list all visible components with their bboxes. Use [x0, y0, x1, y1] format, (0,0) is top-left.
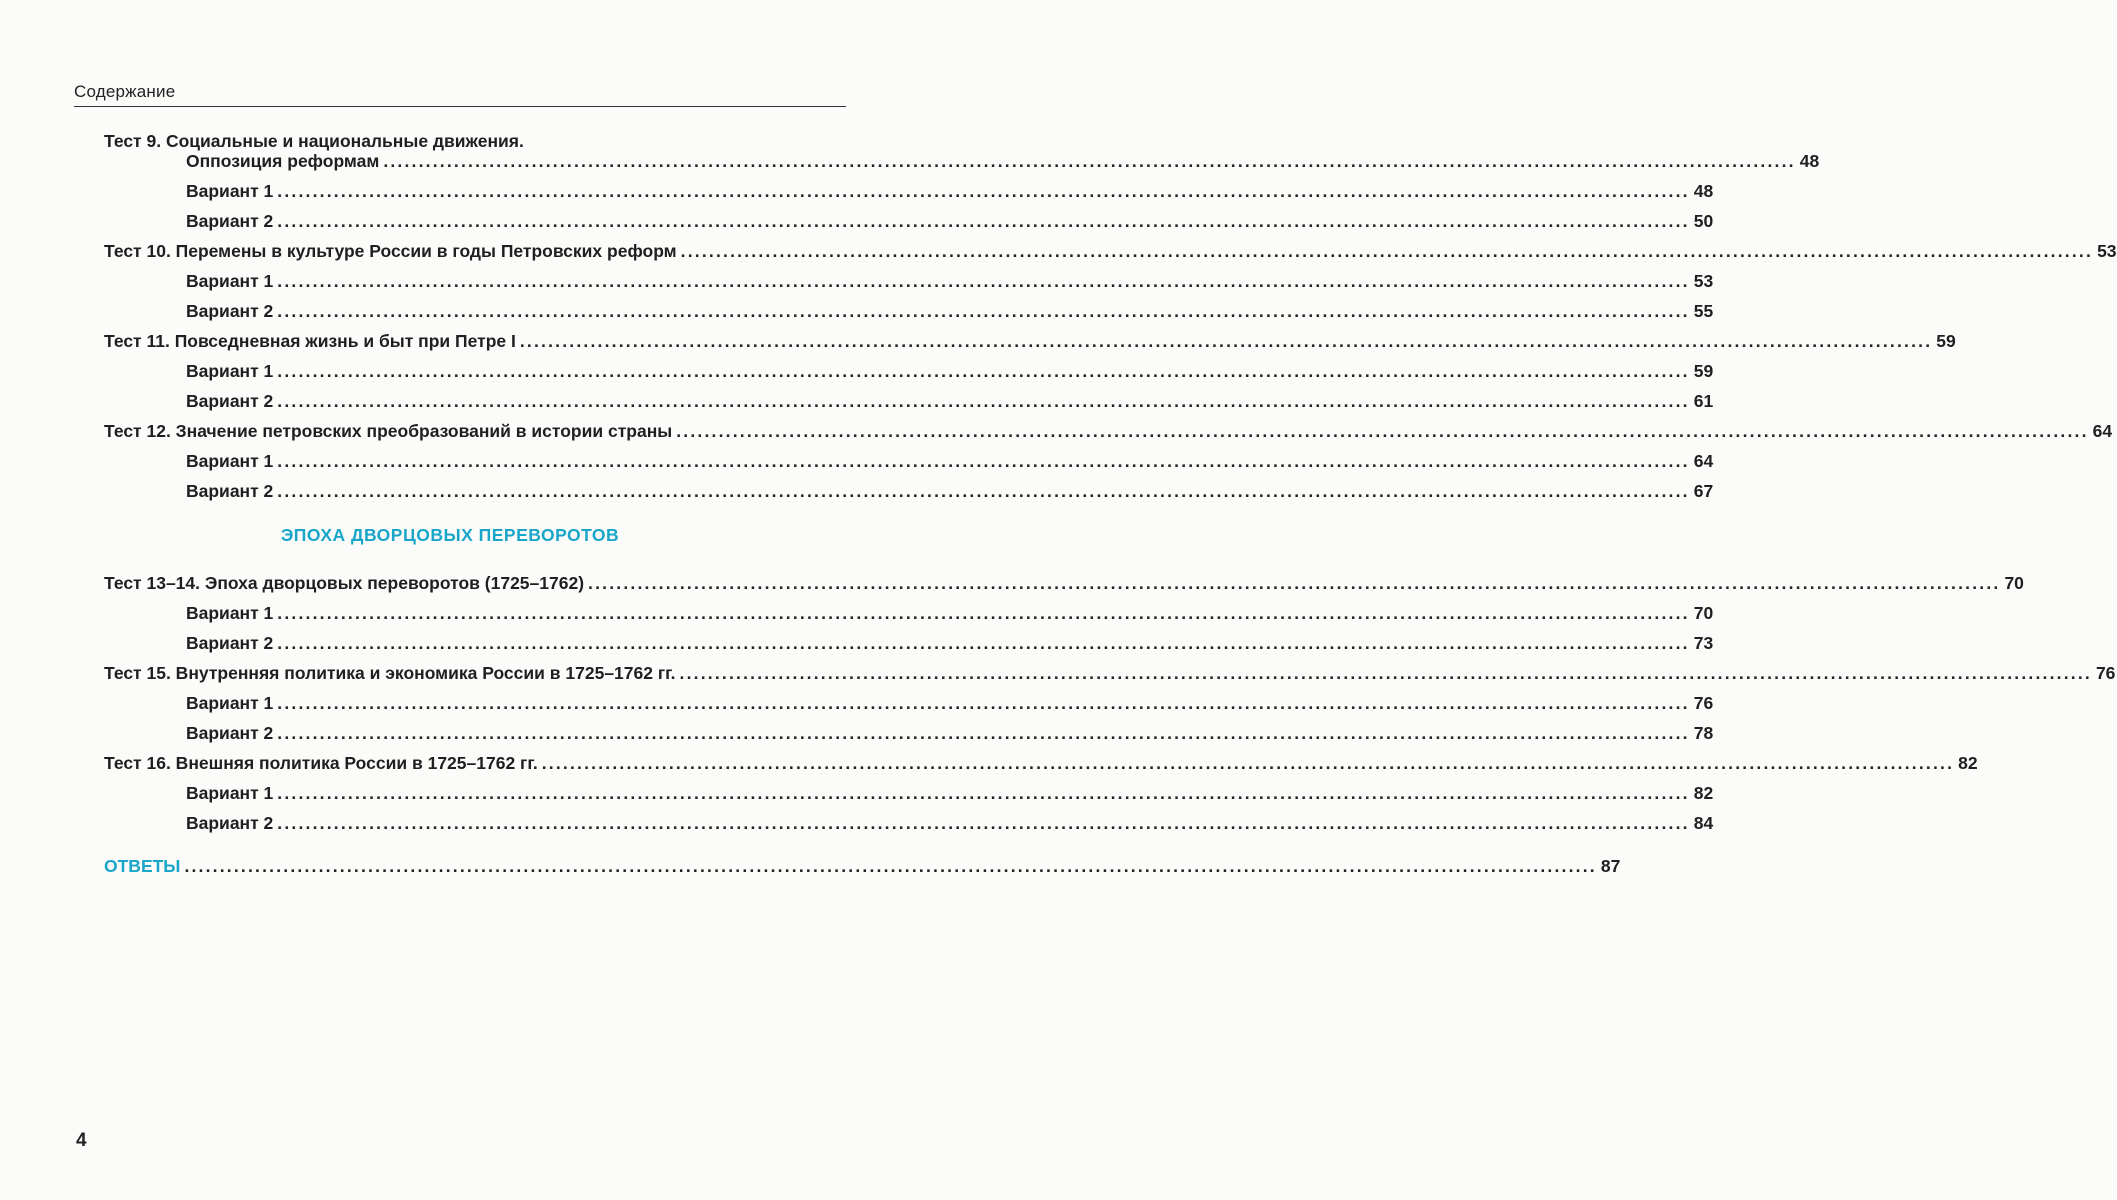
toc-page-number: 84	[1693, 813, 1714, 833]
toc-entry	[186, 476, 1714, 506]
toc-page-number: 48	[1693, 181, 1714, 201]
toc-entry	[186, 718, 1714, 748]
toc-entry-title: Вариант 2	[186, 633, 274, 653]
dot-leader: ........................................................................................................................................................................................................	[277, 813, 1690, 833]
toc-entry	[186, 778, 1714, 808]
page-number: 4	[76, 1130, 87, 1151]
dot-leader: ........................................................................................................................................................................................................	[277, 481, 1690, 501]
toc-entry	[186, 176, 1714, 206]
toc-entry-title: Вариант 2	[186, 391, 274, 411]
dot-leader: ........................................................................................................................................................................................................	[277, 301, 1690, 321]
toc-page-number: 53	[2097, 241, 2117, 261]
dot-leader: ........................................................................................................................................................................................................	[184, 856, 1597, 876]
toc-entry	[186, 356, 1714, 386]
toc-page-number: 48	[1799, 151, 1820, 171]
toc-page-number: 70	[2004, 573, 2024, 593]
dot-leader: ........................................................................................................................................................................................................	[680, 241, 2094, 261]
section-heading: ЭПОХА ДВОРЦОВЫХ ПЕРЕВОРОТОВ	[280, 525, 620, 545]
toc-page-number: 59	[1936, 331, 1956, 351]
toc-entry-title: Тест 12. Значение петровских преобразований в истории страны	[104, 421, 673, 441]
toc-page-number: 82	[1693, 783, 1714, 803]
toc-entry	[186, 598, 1714, 628]
dot-leader: ........................................................................................................................................................................................................	[277, 723, 1690, 743]
toc-entry-title: Вариант 1	[186, 693, 274, 713]
toc-entry	[186, 808, 1714, 838]
toc-entry-title: Вариант 2	[186, 481, 274, 501]
dot-leader: ........................................................................................................................................................................................................	[277, 783, 1690, 803]
toc-page-number: 82	[1958, 753, 1978, 773]
toc-entry	[186, 628, 1714, 658]
toc-entry	[186, 296, 1714, 326]
dot-leader: ........................................................................................................................................................................................................	[679, 663, 2092, 683]
dot-leader: ........................................................................................................................................................................................................	[277, 603, 1690, 623]
toc-entry	[104, 236, 2117, 266]
toc-entry-title: Вариант 1	[186, 783, 274, 803]
toc-entry	[104, 326, 1956, 356]
toc-page-number: 61	[1693, 391, 1714, 411]
toc-entry-title: Вариант 2	[186, 723, 274, 743]
toc-entry-title: Вариант 1	[186, 271, 274, 291]
toc-page-number: 78	[1693, 723, 1714, 743]
toc-entry-title: Вариант 1	[186, 603, 274, 623]
toc-entry	[104, 658, 2116, 688]
toc-entry	[186, 688, 1714, 718]
dot-leader: ........................................................................................................................................................................................................	[541, 753, 1955, 773]
toc-page-number: 76	[2095, 663, 2116, 683]
dot-leader: ........................................................................................................................................................................................................	[277, 181, 1690, 201]
toc-entry-title: Тест 15. Внутренняя политика и экономика России в 1725–1762 гг.	[104, 663, 676, 683]
toc-entry-title: Тест 11. Повседневная жизнь и быт при Петре I	[104, 331, 516, 351]
toc-entry-title: Тест 10. Перемены в культуре России в годы Петровских реформ	[104, 241, 677, 261]
toc-entry-title: Вариант 2	[186, 211, 274, 231]
toc-entry-title: ОТВЕТЫ	[104, 856, 181, 876]
dot-leader: ........................................................................................................................................................................................................	[277, 693, 1690, 713]
dot-leader: ........................................................................................................................................................................................................	[676, 421, 2089, 441]
toc-entry	[186, 206, 1714, 236]
toc-entry-title: Тест 9. Социальные и национальные движения.	[104, 131, 524, 151]
toc-entry-title: Тест 16. Внешняя политика России в 1725–1762 гг.	[104, 753, 538, 773]
toc-page-number: 64	[1693, 451, 1714, 471]
toc-page-number: 64	[2092, 421, 2113, 441]
toc-page-number: 55	[1693, 301, 1714, 321]
toc-entry-answers	[104, 851, 1621, 881]
toc-entry	[186, 386, 1714, 416]
toc-entry-title: Тест 13–14. Эпоха дворцовых переворотов (1725–1762)	[104, 573, 585, 593]
toc-page-number: 59	[1693, 361, 1714, 381]
toc-entry	[104, 748, 1978, 778]
toc-entry-title: Вариант 2	[186, 813, 274, 833]
toc-page-number: 87	[1600, 856, 1621, 876]
dot-leader: ........................................................................................................................................................................................................	[588, 573, 2001, 593]
toc-page-number: 73	[1693, 633, 1714, 653]
header-rule	[74, 106, 846, 107]
toc-entry	[186, 266, 1714, 296]
dot-leader: ........................................................................................................................................................................................................	[277, 271, 1690, 291]
toc-page-number: 70	[1693, 603, 1714, 623]
toc-page-number: 67	[1693, 481, 1714, 501]
dot-leader: ........................................................................................................................................................................................................	[519, 331, 1933, 351]
dot-leader: ........................................................................................................................................................................................................	[277, 361, 1690, 381]
toc-entry	[104, 568, 2024, 598]
dot-leader: ........................................................................................................................................................................................................	[277, 633, 1690, 653]
toc-entry-title: Вариант 2	[186, 301, 274, 321]
dot-leader: ........................................................................................................................................................................................................	[277, 211, 1690, 231]
toc-entry-title: Вариант 1	[186, 361, 274, 381]
toc-entry-title: Оппозиция реформам	[186, 151, 380, 171]
running-head-title: Содержание	[74, 82, 176, 101]
toc-entry-title: Вариант 1	[186, 451, 274, 471]
toc-page-number: 53	[1693, 271, 1714, 291]
dot-leader: ........................................................................................................................................................................................................	[277, 391, 1690, 411]
toc-page-number: 50	[1693, 211, 1714, 231]
toc-page-number: 76	[1693, 693, 1714, 713]
toc-entry	[186, 146, 1820, 176]
toc-entry-title: Вариант 1	[186, 181, 274, 201]
dot-leader: ........................................................................................................................................................................................................	[277, 451, 1690, 471]
toc-entry	[104, 416, 2113, 446]
toc-entry	[186, 446, 1714, 476]
dot-leader: ........................................................................................................................................................................................................	[383, 151, 1796, 171]
